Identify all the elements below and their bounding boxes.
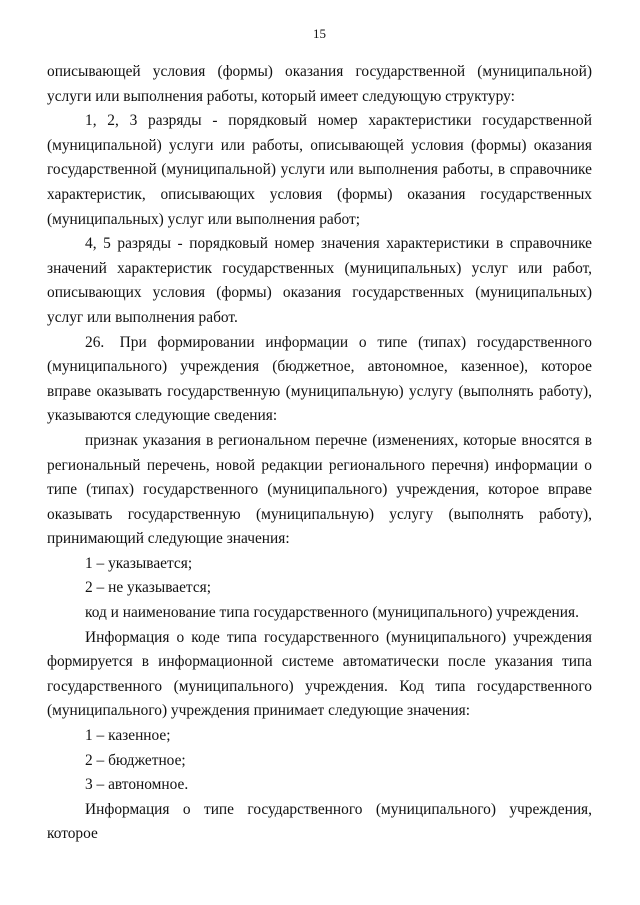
paragraph-digits-1-3: 1, 2, 3 разряды - порядковый номер характеристики государственной (муниципальной) услуги или работы, описывающей условия (формы) оказания государственной (муниципальной) услуги или выполнения работы, в справочнике характеристик, описывающих условия (формы) оказания государственных (муниципальных) услуг или выполнения работ; xyxy=(47,112,592,228)
list-item-code-1: 1 – казенное; xyxy=(85,727,171,745)
list-item-value-2: 2 – не указывается; xyxy=(85,579,212,597)
paragraph-type-code-info: Информация о коде типа государственного (муниципального) учреждения формируется в информационной системе автоматически после указания типа государственного (муниципального) учреждения. Код типа государственного (муниципального) учреждения принимает следующие значения: xyxy=(47,628,592,720)
paragraph-digits-4-5: 4, 5 разряды - порядковый номер значения характеристики в справочнике значений характеристик государственных (муниципальных) услуг или работ, описывающих условия (формы) оказания государственных (муниципальных) услуг или выполнения работ. xyxy=(47,235,592,326)
document-body xyxy=(47,60,592,847)
list-item-value-1: 1 – указывается; xyxy=(85,554,193,572)
list-item-code-3: 3 – автономное. xyxy=(85,776,189,794)
page-number: 15 xyxy=(313,26,326,41)
paragraph-regional-list-flag: признак указания в региональном перечне (изменениях, которые вносятся в региональный перечень, новой редакции регионального перечня) информации о типе (типах) государственного (муниципального) учреждения, которое вправе оказывать государственную (муниципальную) услугу (выполнять работу), принимающий следующие значения: xyxy=(47,431,592,548)
paragraph-continuation: описывающей условия (формы) оказания государственной (муниципальной) услуги или выполнения работы, который имеет следующую структуру: xyxy=(47,63,592,105)
list-item-code-2: 2 – бюджетное; xyxy=(85,751,186,769)
paragraph-item-26: 26. При формировании информации о типе (типах) государственного (муниципального) учреждения (бюджетное, автономное, казенное), которое вправе оказывать государственную (муниципальную) услугу (выполнять работу), указываются следующие сведения: xyxy=(47,333,592,425)
paragraph-type-code-name: код и наименование типа государственного (муниципального) учреждения. xyxy=(85,604,579,622)
paragraph-type-info: Информация о типе государственного (муниципального) учреждения, которое xyxy=(47,800,592,843)
